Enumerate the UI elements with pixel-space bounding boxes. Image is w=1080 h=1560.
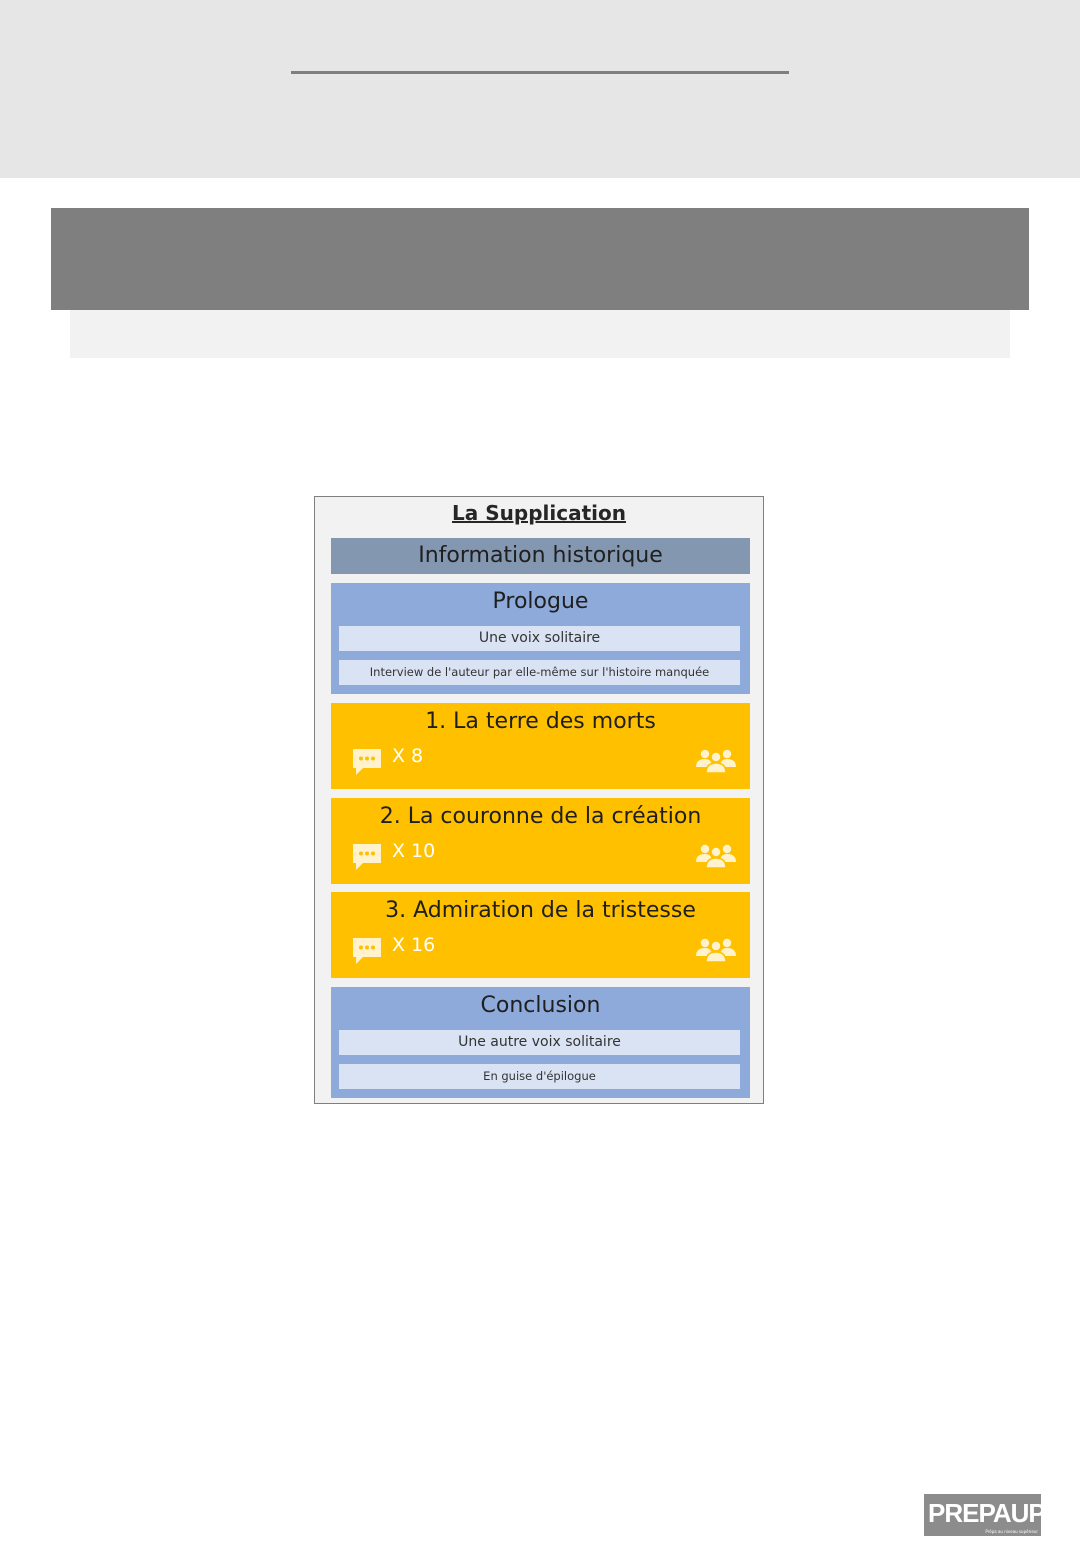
diagram-title: La Supplication [452,501,626,525]
conclusion-item: En guise d'épilogue [339,1064,740,1089]
chapter-box [331,892,750,978]
prologue-box [331,583,750,694]
sub-bar [70,310,1010,358]
header-bar [51,208,1029,310]
group-people-icon [696,747,736,773]
chapter-title: 3. Admiration de la tristesse [385,898,696,923]
chapter-box [331,703,750,789]
top-band [0,0,1080,178]
prologue-item: Interview de l'auteur par elle-même sur l'histoire manquée [339,660,740,685]
historical-info-box: Information historique [331,538,750,574]
count-label: X 16 [392,934,436,956]
logo-tagline: Prépa au niveau supérieur [985,1529,1038,1534]
speech-bubble-icon [351,842,383,872]
prologue-title: Prologue [492,589,589,614]
chapter-title: 1. La terre des morts [425,709,656,734]
structure-diagram [314,496,764,1104]
group-people-icon [696,842,736,868]
conclusion-box [331,987,750,1098]
chapter-title: 2. La couronne de la création [379,804,702,829]
prologue-item: Une voix solitaire [339,626,740,651]
speech-bubble-icon [351,747,383,777]
speech-bubble-icon [351,936,383,966]
prepaup-logo [924,1494,1045,1536]
top-rule [291,71,789,74]
count-label: X 8 [392,745,424,767]
logo-text: PREPAUP [928,1498,1045,1528]
count-label: X 10 [392,840,436,862]
conclusion-item: Une autre voix solitaire [339,1030,740,1055]
group-people-icon [696,936,736,962]
chapter-box [331,798,750,884]
conclusion-title: Conclusion [480,993,601,1018]
